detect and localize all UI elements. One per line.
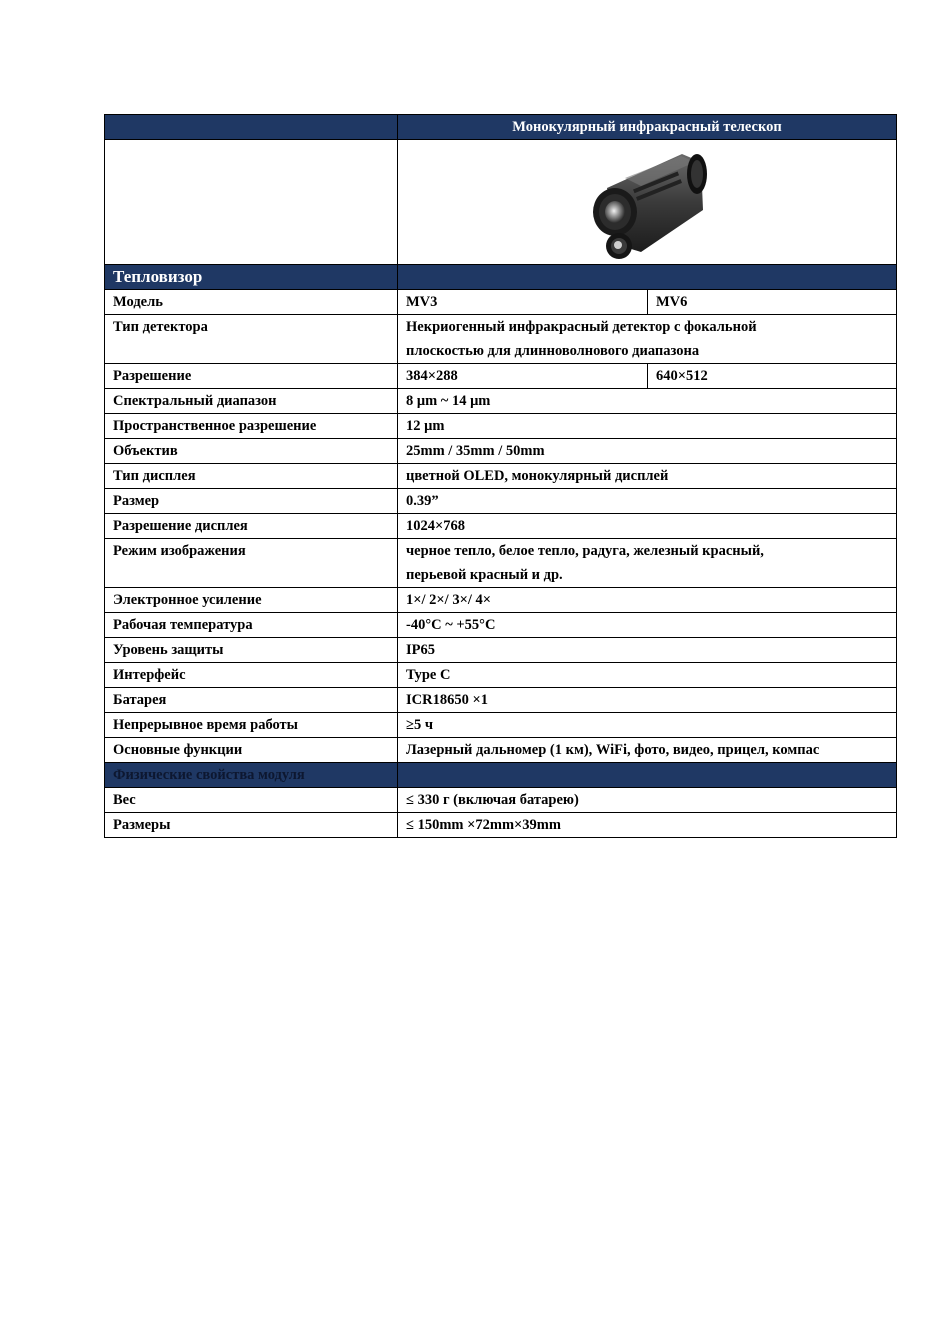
title-empty-cell	[105, 115, 398, 140]
image-row	[105, 140, 897, 265]
section-thermal-row	[105, 265, 897, 290]
table-row	[105, 389, 897, 414]
section-thermal-empty	[398, 265, 897, 290]
table-row	[105, 414, 897, 439]
row-value: 25mm / 35mm / 50mm	[398, 439, 897, 464]
table-row	[105, 813, 897, 838]
row-value: цветной OLED, монокулярный дисплей	[398, 464, 897, 489]
value-line-2: перьевой красный и др.	[406, 567, 563, 583]
table-row	[105, 588, 897, 613]
row-value: Лазерный дальномер (1 км), WiFi, фото, видео, прицел, компас	[398, 738, 897, 763]
value-line-2: плоскостью для длинноволнового диапазона	[406, 343, 700, 359]
table-row	[105, 613, 897, 638]
row-label: Размер	[105, 489, 398, 514]
value-line-1: Некриогенный инфракрасный детектор с фокальной	[406, 319, 757, 335]
row-value: Type C	[398, 663, 897, 688]
row-label: Рабочая температура	[105, 613, 398, 638]
table-row	[105, 713, 897, 738]
section-physical-empty	[398, 763, 897, 788]
table-row	[105, 464, 897, 489]
row-value: ICR18650 ×1	[398, 688, 897, 713]
value-mv6: 640×512	[648, 364, 897, 389]
row-label: Режим изображения	[105, 539, 398, 588]
section-thermal-title: Тепловизор	[105, 265, 398, 290]
table-row	[105, 638, 897, 663]
row-label: Пространственное разрешение	[105, 414, 398, 439]
row-label: Разрешение	[105, 364, 398, 389]
image-empty-cell	[105, 140, 398, 265]
row-label: Вес	[105, 788, 398, 813]
value-mv3: 384×288	[398, 364, 648, 389]
row-label: Объектив	[105, 439, 398, 464]
row-value: ≥5 ч	[398, 713, 897, 738]
row-value	[398, 539, 897, 588]
row-value: 1×/ 2×/ 3×/ 4×	[398, 588, 897, 613]
row-value: ≤ 150mm ×72mm×39mm	[398, 813, 897, 838]
value-mv3: MV3	[398, 290, 648, 315]
table-row-resolution	[105, 364, 897, 389]
table-row	[105, 489, 897, 514]
row-value	[398, 315, 897, 364]
table-row	[105, 514, 897, 539]
table-row-detector	[105, 315, 897, 364]
section-physical-row	[105, 763, 897, 788]
row-value: 0.39”	[398, 489, 897, 514]
row-label: Спектральный диапазон	[105, 389, 398, 414]
row-value: -40°C ~ +55°C	[398, 613, 897, 638]
table-title: Монокулярный инфракрасный телескоп	[398, 115, 897, 140]
row-label: Интерфейс	[105, 663, 398, 688]
row-label: Уровень защиты	[105, 638, 398, 663]
monocular-device-image	[577, 140, 717, 264]
row-label: Разрешение дисплея	[105, 514, 398, 539]
row-value: 8 μm ~ 14 μm	[398, 389, 897, 414]
value-line-1: черное тепло, белое тепло, радуга, железный красный,	[406, 543, 764, 559]
row-value: 1024×768	[398, 514, 897, 539]
row-label: Электронное усиление	[105, 588, 398, 613]
table-row	[105, 439, 897, 464]
row-label: Тип детектора	[105, 315, 398, 364]
row-label: Модель	[105, 290, 398, 315]
row-label: Размеры	[105, 813, 398, 838]
table-row	[105, 738, 897, 763]
row-value: 12 μm	[398, 414, 897, 439]
spec-table	[104, 114, 897, 838]
row-label: Основные функции	[105, 738, 398, 763]
table-row	[105, 688, 897, 713]
row-value: ≤ 330 г (включая батарею)	[398, 788, 897, 813]
row-label: Батарея	[105, 688, 398, 713]
row-label: Непрерывное время работы	[105, 713, 398, 738]
device-image-cell	[398, 140, 897, 265]
row-label: Тип дисплея	[105, 464, 398, 489]
table-row	[105, 663, 897, 688]
title-row	[105, 115, 897, 140]
table-row-model	[105, 290, 897, 315]
section-physical-title: Физические свойства модуля	[105, 763, 398, 788]
row-value: IP65	[398, 638, 897, 663]
value-mv6: MV6	[648, 290, 897, 315]
table-row-image-mode	[105, 539, 897, 588]
table-row	[105, 788, 897, 813]
